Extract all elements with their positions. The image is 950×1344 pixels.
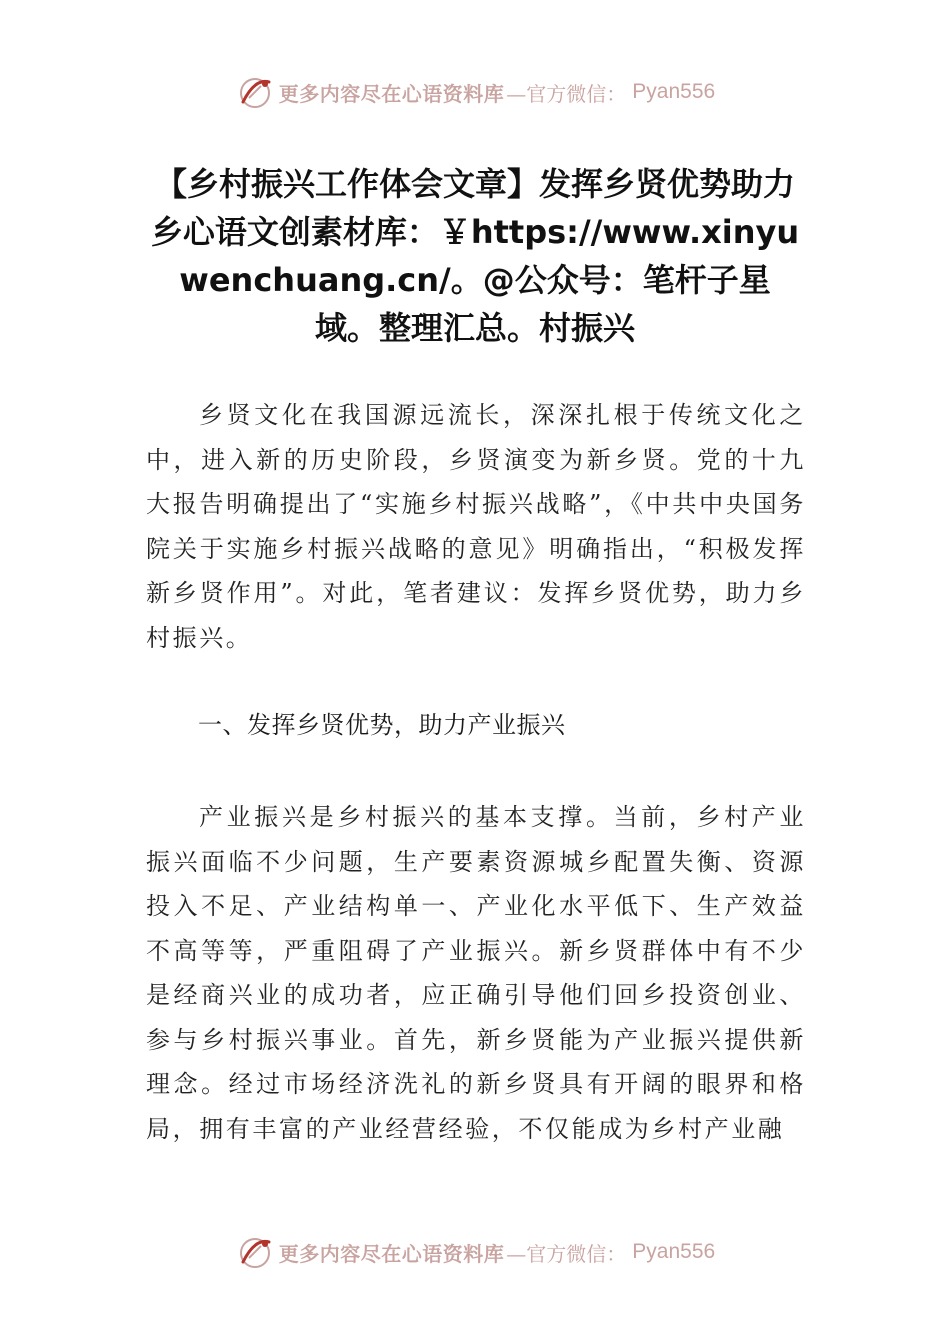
paragraph-industry-text: 产业振兴是乡村振兴的基本支撑。当前，乡村产业振兴面临不少问题，生产要素资源城乡配置失衡、资源投入不足、产业结构单一、产业化水平低下、生产效益不高等等，严重阻碍了产业振兴。新乡贤群体中有不少是经商兴业的成功者，应正确引导他们回乡投资创业、参与乡村振兴事业。首先，新乡贤能为产业振兴提供新理念。经过市场经济洗礼的新乡贤具有开阔的眼界和格局，拥有丰富的产业经营经验，不仅能成为乡村产业融 (146, 803, 806, 1143)
paragraph-industry (146, 795, 806, 1151)
header-wechat-id: Pyan556 (632, 80, 716, 103)
footer-wechat-id: Pyan556 (632, 1240, 716, 1263)
brand-logo-icon (235, 1232, 275, 1272)
paragraph-intro-text: 乡贤文化在我国源远流长，深深扎根于传统文化之中，进入新的历史阶段，乡贤演变为新乡贤。党的十九大报告明确提出了“实施乡村振兴战略”，《中共中央国务院关于实施乡村振兴战略的意见》明确指出，“积极发挥新乡贤作用”。对此，笔者建议：发挥乡贤优势，助力乡村振兴。 (146, 401, 806, 652)
header-wechat-label: —官方微信： (506, 81, 627, 106)
header-watermark-banner (0, 70, 950, 114)
brand-logo-icon (235, 72, 275, 112)
footer-brand-text: 更多内容尽在心语资料库 (278, 1241, 505, 1266)
header-brand-text: 更多内容尽在心语资料库 (278, 81, 505, 106)
footer-watermark-banner (0, 1230, 950, 1274)
footer-wechat-label: —官方微信： (506, 1241, 627, 1266)
paragraph-intro (146, 393, 806, 660)
document-title: 【乡村振兴工作体会文章】发挥乡贤优势助力乡心语文创素材库：￥https://www.xinyuwenchuang.cn/。@公众号：笔杆子星域。整理汇总。村振兴 (150, 165, 800, 347)
section-heading-1: 一、发挥乡贤优势，助力产业振兴 (198, 711, 566, 739)
